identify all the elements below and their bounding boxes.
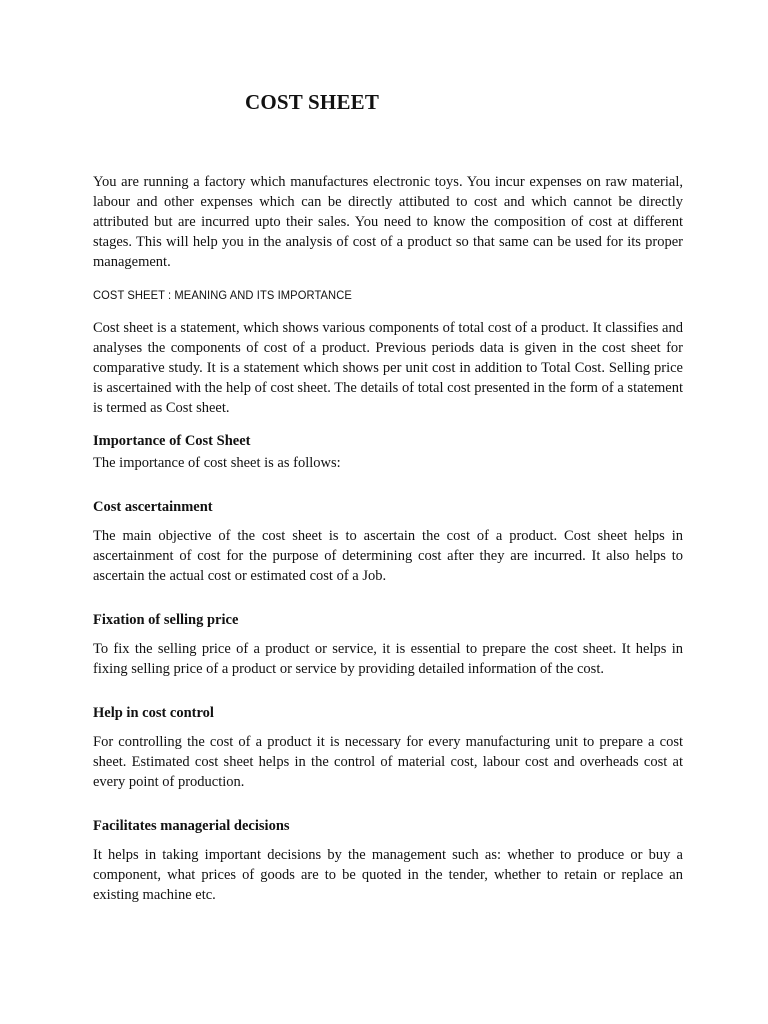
- importance-heading: Importance of Cost Sheet: [93, 433, 251, 449]
- point-text: The main objective of the cost sheet is to ascertain the cost of a product. Cost sheet helps in ascertainment of cost for the purpose of determining cost after they are incurred. It also helps to ascertain the actual cost or estimated cost of a Job.: [93, 528, 683, 584]
- document-body: [93, 172, 683, 905]
- point-heading: Fixation of selling price: [93, 612, 239, 628]
- point-text: For controlling the cost of a product it is necessary for every manufacturing unit to prepare a cost sheet. Estimated cost sheet helps in the control of material cost, labour cost and overheads cost at every point of production.: [93, 734, 683, 790]
- section-heading: COST SHEET : MEANING AND ITS IMPORTANCE: [93, 288, 352, 302]
- point-cost-ascertainment: [93, 497, 683, 586]
- importance-intro: The importance of cost sheet is as follows:: [93, 455, 341, 471]
- point-heading: Facilitates managerial decisions: [93, 818, 290, 834]
- point-facilitates-managerial-decisions: [93, 816, 683, 905]
- point-text: To fix the selling price of a product or service, it is essential to prepare the cost sheet. It helps in fixing selling price of a product or service by providing detailed information of the cost.: [93, 641, 683, 677]
- page-title: COST SHEET: [245, 90, 380, 114]
- point-text: It helps in taking important decisions by the management such as: whether to produce or buy a component, what prices of goods are to be quoted in the tender, whether to retain or replace an existing machine etc.: [93, 847, 683, 903]
- point-help-in-cost-control: [93, 703, 683, 792]
- point-heading: Help in cost control: [93, 705, 214, 721]
- point-heading: Cost ascertainment: [93, 499, 213, 515]
- meaning-paragraph: Cost sheet is a statement, which shows various components of total cost of a product. It classifies and analyses the components of cost of a product. Previous periods data is given in the cost sheet for comparative study. It is a statement which shows per unit cost in addition to Total Cost. Selling price is ascertained with the help of cost sheet. The details of total cost presented in the form of a statement is termed as Cost sheet.: [93, 320, 683, 416]
- point-fixation-of-selling-price: [93, 610, 683, 679]
- intro-paragraph: You are running a factory which manufactures electronic toys. You incur expenses on raw material, labour and other expenses which can be directly attibuted to cost and which cannot be directly attributed but are incurred upto their sales. You need to know the composition of cost at different stages. This will help you in the analysis of cost of a product so that same can be used for its proper management.: [93, 174, 683, 270]
